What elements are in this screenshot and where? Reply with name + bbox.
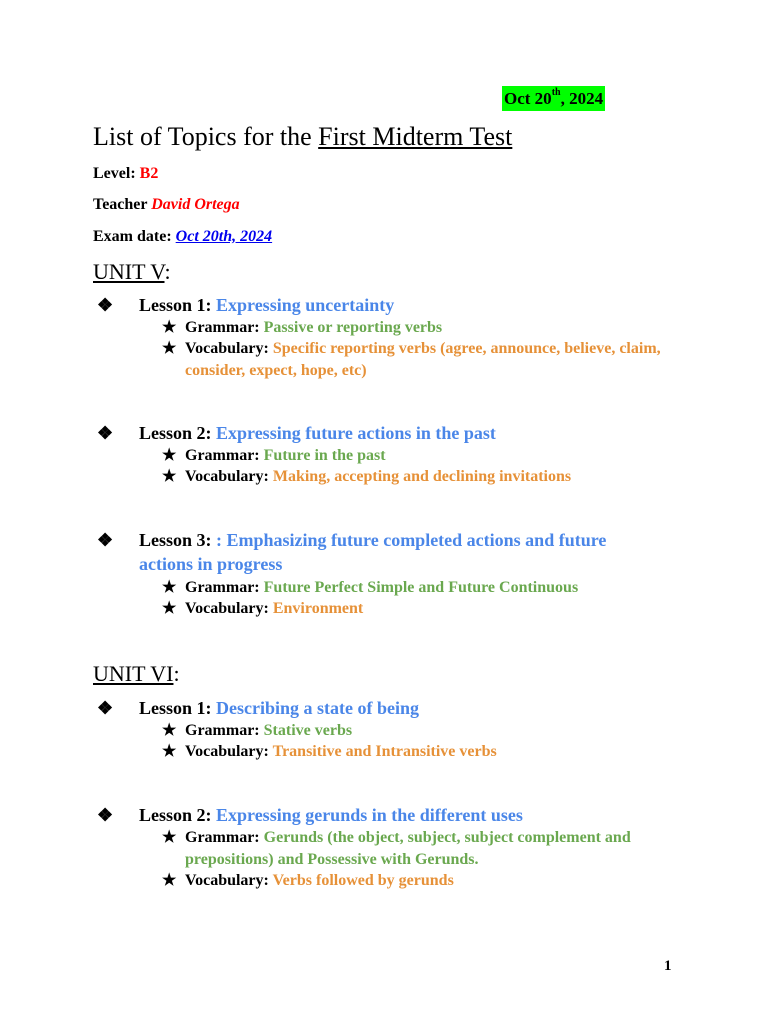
vocabulary-item <box>162 741 675 763</box>
date-year: , 2024 <box>560 89 604 108</box>
grammar-item <box>162 445 675 467</box>
header-date <box>502 86 605 111</box>
grammar-label: Grammar: <box>185 829 264 846</box>
unit-heading: UNIT V: <box>93 259 171 284</box>
unit-title: UNIT VI <box>93 661 174 686</box>
unit-heading: UNIT VI: <box>93 661 180 686</box>
vocabulary-label: Vocabulary: <box>185 340 273 357</box>
vocabulary-item <box>162 870 675 892</box>
grammar-item <box>162 827 675 870</box>
title-underlined: First Midterm Test <box>318 122 513 151</box>
grammar-label: Grammar: <box>185 447 264 464</box>
lesson-topic: Expressing gerunds in the different uses <box>216 805 523 825</box>
grammar-value: Gerunds (the object, subject, subject complement and prepositions) and Possessive with Gerunds. <box>185 829 631 868</box>
lesson-item <box>97 696 659 720</box>
vocabulary-value: Environment <box>272 600 364 617</box>
lesson-label: Lesson 1: <box>139 295 217 315</box>
grammar-item <box>162 317 675 339</box>
star-bullet-icon: ★ <box>162 579 177 596</box>
star-bullet-icon: ★ <box>162 872 177 889</box>
vocabulary-item <box>162 466 675 488</box>
date-text: Oct 20 <box>504 89 552 108</box>
star-bullet-icon: ★ <box>162 447 177 464</box>
grammar-value: Passive or reporting verbs <box>263 319 443 336</box>
lesson-label: Lesson 3: <box>139 530 217 550</box>
star-bullet-icon: ★ <box>162 600 177 617</box>
grammar-value: Future Perfect Simple and Future Continuous <box>263 579 579 596</box>
teacher-line <box>93 194 240 216</box>
vocabulary-label: Vocabulary: <box>185 743 273 760</box>
page-title <box>93 119 512 155</box>
star-bullet-icon: ★ <box>162 340 177 357</box>
exam-date-link[interactable]: Oct 20th, 2024 <box>175 228 273 245</box>
lesson-topic: Expressing future actions in the past <box>216 423 496 443</box>
lesson-topic: : Emphasizing future completed actions and future actions in progress <box>139 530 607 574</box>
teacher-label: Teacher <box>93 196 152 213</box>
vocabulary-value: Specific reporting verbs (agree, announce, believe, claim, consider, expect, hope, etc) <box>185 340 661 379</box>
star-bullet-icon: ★ <box>162 319 177 336</box>
teacher-value: David Ortega <box>151 196 240 213</box>
diamond-bullet-icon: ❖ <box>97 530 114 550</box>
title-prefix: List of Topics for the <box>93 122 319 151</box>
level-line <box>93 163 158 185</box>
lesson-label: Lesson 2: <box>139 423 217 443</box>
lesson-topic: Describing a state of being <box>216 698 419 718</box>
lesson-item <box>97 293 659 317</box>
date-superscript: th <box>551 87 561 99</box>
vocabulary-value: Making, accepting and declining invitations <box>272 468 572 485</box>
star-bullet-icon: ★ <box>162 743 177 760</box>
diamond-bullet-icon: ❖ <box>97 295 114 315</box>
grammar-item <box>162 720 675 742</box>
grammar-value: Future in the past <box>263 447 386 464</box>
diamond-bullet-icon: ❖ <box>97 805 114 825</box>
diamond-bullet-icon: ❖ <box>97 698 114 718</box>
lesson-item <box>97 528 639 576</box>
lesson-label: Lesson 2: <box>139 805 217 825</box>
lesson-label: Lesson 1: <box>139 698 217 718</box>
vocabulary-value: Transitive and Intransitive verbs <box>272 743 497 760</box>
grammar-label: Grammar: <box>185 722 264 739</box>
vocabulary-item <box>162 338 675 381</box>
level-label: Level: <box>93 165 140 182</box>
star-bullet-icon: ★ <box>162 829 177 846</box>
lesson-item <box>97 803 659 827</box>
exam-date-label: Exam date: <box>93 228 176 245</box>
lesson-topic: Expressing uncertainty <box>216 295 395 315</box>
vocabulary-item <box>162 598 675 620</box>
star-bullet-icon: ★ <box>162 722 177 739</box>
vocabulary-label: Vocabulary: <box>185 600 273 617</box>
grammar-label: Grammar: <box>185 319 264 336</box>
unit-title: UNIT V <box>93 259 165 284</box>
level-value: B2 <box>139 165 159 182</box>
lesson-item <box>97 421 659 445</box>
vocabulary-label: Vocabulary: <box>185 468 273 485</box>
exam-date-line <box>93 226 272 248</box>
grammar-item <box>162 577 675 599</box>
grammar-value: Stative verbs <box>263 722 353 739</box>
star-bullet-icon: ★ <box>162 468 177 485</box>
diamond-bullet-icon: ❖ <box>97 423 114 443</box>
vocabulary-label: Vocabulary: <box>185 872 273 889</box>
page-number: 1 <box>664 958 672 974</box>
grammar-label: Grammar: <box>185 579 264 596</box>
vocabulary-value: Verbs followed by gerunds <box>272 872 454 889</box>
